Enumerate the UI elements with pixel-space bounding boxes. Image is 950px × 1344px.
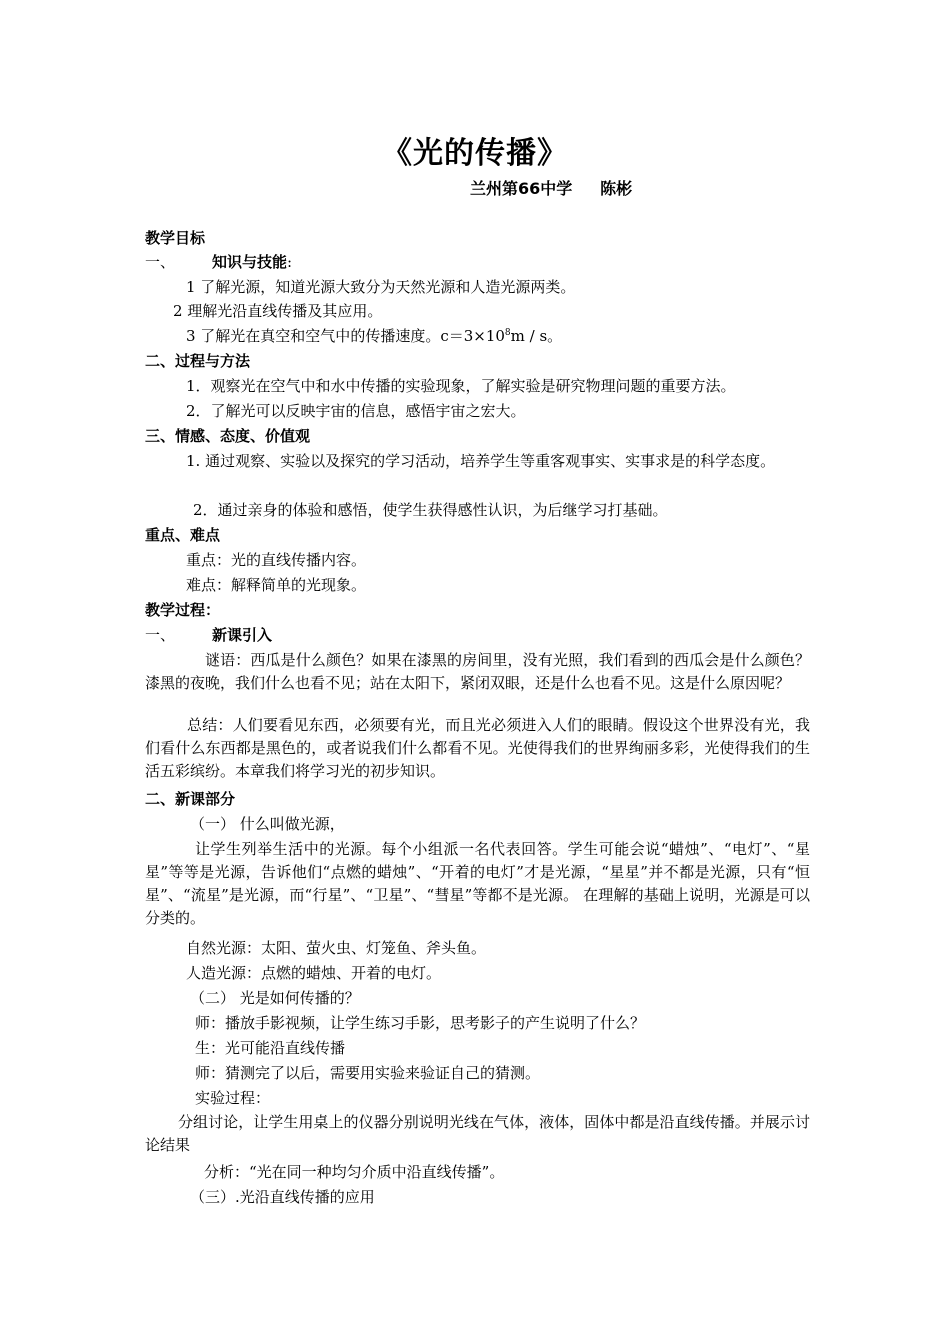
process-section-1-number: 一、 bbox=[145, 626, 176, 644]
subsection-3-title: （三）.光沿直线传播的应用 bbox=[190, 1188, 375, 1206]
artificial-light-sources: 人造光源：点燃的蜡烛、开着的电灯。 bbox=[186, 964, 442, 982]
goal-section-2-item-1: 1．观察光在空气中和水中传播的实验现象，了解实验是研究物理问题的重要方法。 bbox=[186, 377, 736, 395]
goal-section-3-item-1: 1. 通过观察、实验以及探究的学习活动，培养学生等重客观事实、实事求是的科学态度。 bbox=[186, 452, 776, 470]
goal-section-2-heading: 二、过程与方法 bbox=[145, 352, 251, 370]
key-point: 重点：光的直线传播内容。 bbox=[186, 551, 367, 569]
key-points-heading: 重点、难点 bbox=[145, 526, 221, 544]
discussion-paragraph: 分组讨论，让学生用桌上的仪器分别说明光线在气体，液体，固体中都是沿直线传播。并展示讨论结果 bbox=[145, 1113, 810, 1154]
process-heading: 教学过程： bbox=[145, 601, 221, 619]
goal-section-2-item-2: 2．了解光可以反映宇宙的信息，感悟宇宙之宏大。 bbox=[186, 402, 526, 420]
subsection-2-title: （二） 光是如何传播的？ bbox=[190, 989, 360, 1007]
summary-paragraph: 总结：人们要看见东西，必须要有光，而且光必须进入人们的眼睛。假设这个世界没有光，我们看什么东西都是黑色的，或者说我们什么都看不见。光使得我们的世界绚丽多彩，光使得我们的生活五彩缤纷。本章我们将学习光的初步知识。 bbox=[145, 716, 810, 780]
teacher-line-1: 师：播放手影视频，让学生练习手影，思考影子的产生说明了什么？ bbox=[195, 1014, 646, 1032]
goal-item-2: 2 理解光沿直线传播及其应用。 bbox=[173, 302, 383, 320]
goal-section-1-number: 一、 bbox=[145, 253, 176, 271]
riddle-paragraph: 谜语：西瓜是什么颜色？如果在漆黑的房间里，没有光照，我们看到的西瓜会是什么颜色？漆黑的夜晚，我们什么也看不见；站在太阳下，紧闭双眼，还是什么也看不见。这是什么原因呢？ bbox=[145, 651, 810, 692]
process-section-2-heading: 二、新课部分 bbox=[145, 790, 236, 808]
analysis-line: 分析：“光在同一种均匀介质中沿直线传播”。 bbox=[204, 1163, 505, 1181]
natural-light-sources: 自然光源：太阳、萤火虫、灯笼鱼、斧头鱼。 bbox=[186, 939, 487, 957]
process-section-1-title: 新课引入 bbox=[212, 626, 273, 644]
student-line-1: 生：光可能沿直线传播 bbox=[195, 1039, 346, 1057]
teacher-line-2: 师：猜测完了以后，需要用实验来验证自己的猜测。 bbox=[195, 1064, 541, 1082]
subsection-1-title: （一） 什么叫做光源， bbox=[190, 815, 345, 833]
experiment-label: 实验过程： bbox=[195, 1089, 271, 1107]
goal-section-3-heading: 三、情感、态度、价值观 bbox=[145, 427, 311, 445]
author-line: 兰州第66中学 陈彬 bbox=[470, 179, 633, 198]
light-source-paragraph: 让学生列举生活中的光源。每个小组派一名代表回答。学生可能会说“蜡烛”、“电灯”、“星星”等等是光源，告诉他们“点燃的蜡烛”、“开着的电灯”才是光源，“星星”并不都是光源，只有“恒星”、“流星”是光源，而“行星”、“卫星”、“彗星”等都不是光源。 在理解的基础上说明，光源是可以分类的。 bbox=[145, 840, 810, 927]
goal-item-1: 1 了解光源，知道光源大致分为天然光源和人造光源两类。 bbox=[186, 278, 576, 296]
goal-item-3: 3 了解光在真空和空气中的传播速度。$c=3\times 10^8m / s$。 bbox=[186, 327, 563, 345]
goals-heading: 教学目标 bbox=[145, 229, 206, 247]
goal-section-3-item-2: 2．通过亲身的体验和感悟，使学生获得感性认识，为后继学习打基础。 bbox=[193, 501, 668, 519]
difficult-point: 难点：解释简单的光现象。 bbox=[186, 576, 367, 594]
goal-section-1-title: 知识与技能: bbox=[212, 253, 293, 271]
document-title: 《光的传播》 bbox=[382, 136, 568, 171]
